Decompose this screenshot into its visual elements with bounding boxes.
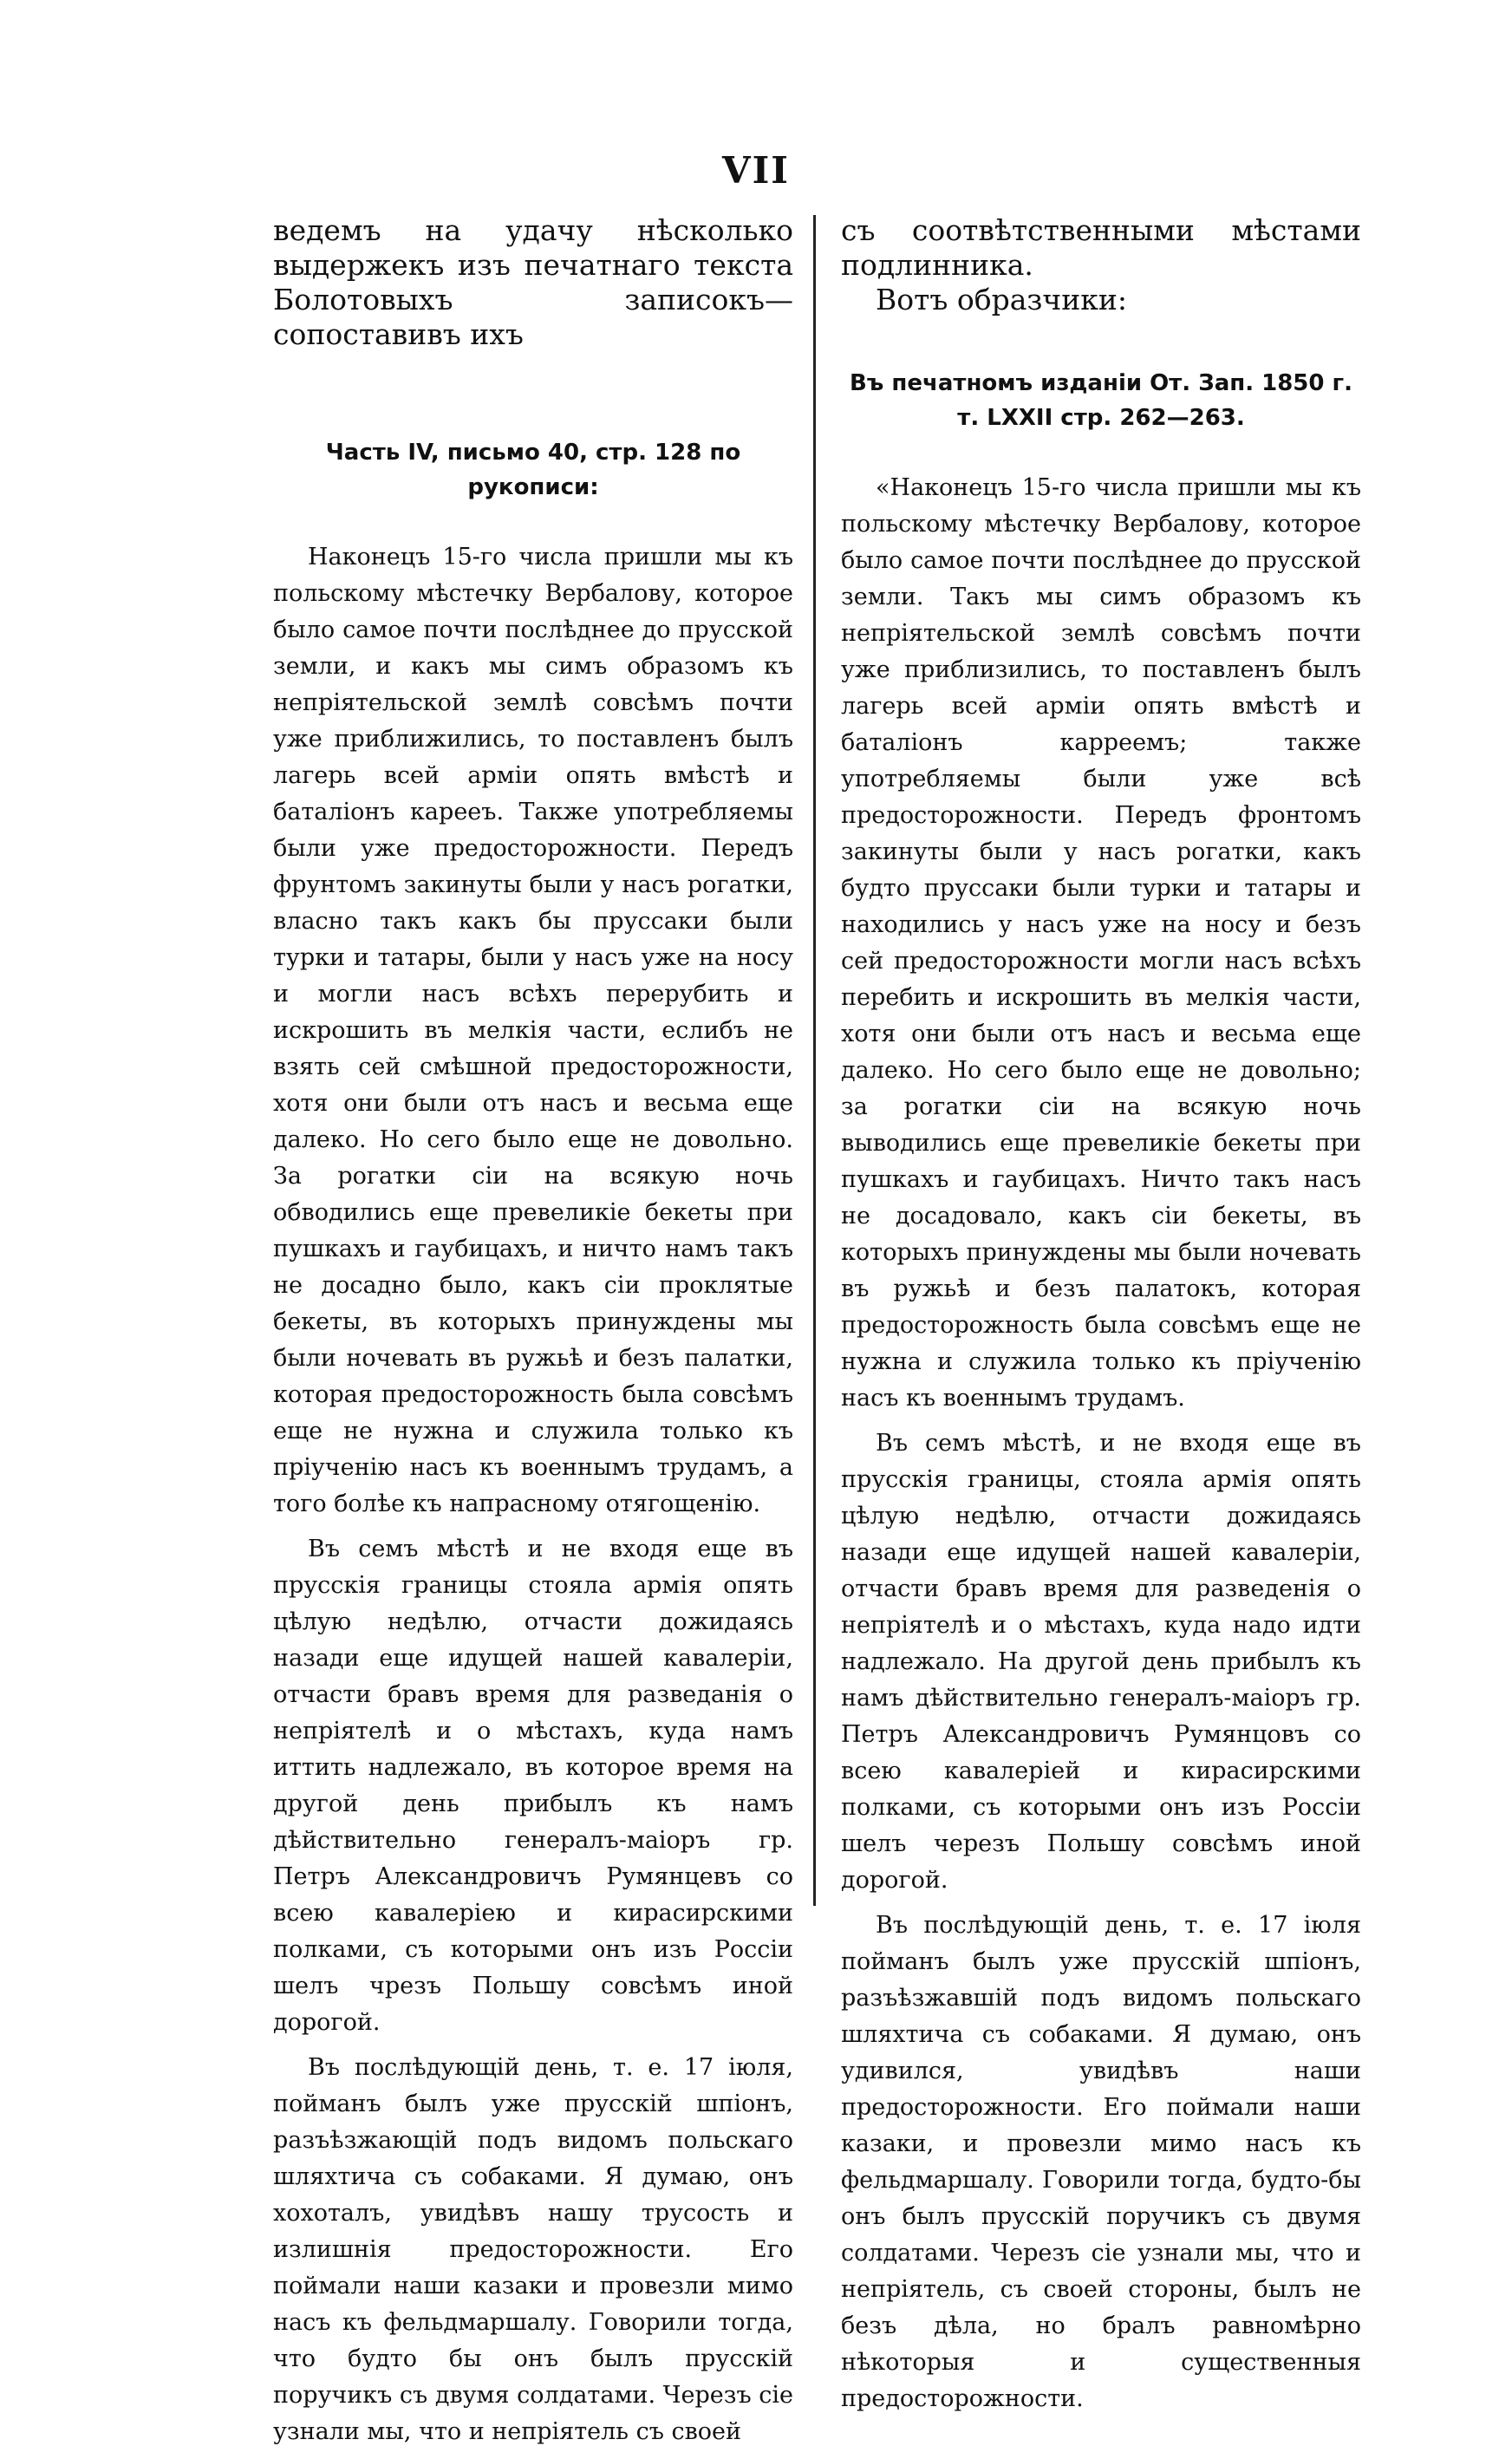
left-column <box>273 213 793 2459</box>
right-paragraph-1: «Наконецъ 15-го числа пришли мы къ польскому мѣстечку Вербалову, которое было самое почти послѣднее до прусской земли. Такъ мы симъ образомъ къ непріятельской землѣ совсѣмъ почти уже приблизились, то поставленъ былъ лагерь всей арміи опять вмѣстѣ и баталіонъ карреемъ; также употребляемы были уже всѣ предосторожности. Передъ фронтомъ закинуты были у насъ рогатки, какъ будто пруссаки были турки и татары и находились у насъ уже на носу и безъ сей предосторожности могли насъ всѣхъ перебить и искрошить въ мелкія части, хотя они были отъ насъ и весьма еще далеко. Но сего было еще не довольно; за рогатки сіи на всякую ночь выводились еще превеликіе бекеты при пушкахъ и гаубицахъ. Ничто такъ насъ не досадовало, какъ сіи бекеты, въ которыхъ принуждены мы были ночевать въ ружьѣ и безъ палатокъ, которая предосторожность была совсѣмъ еще не нужна и служила только къ пріученію насъ къ военнымъ трудамъ. <box>841 474 1361 1412</box>
page-number: VII <box>722 149 790 192</box>
right-paragraph-2: Въ семъ мѣстѣ, и не входя еще въ прусскія границы, стояла армія опять цѣлую недѣлю, отчасти дожидаясь назади еще идущей нашей кавалеріи, отчасти бравъ время для разведенія о непріятелѣ и о мѣстахъ, куда надо идти надлежало. На другой день прибылъ къ намъ дѣйствительно генералъ-маіоръ гр. Петръ Александровичъ Румянцовъ со всею кавалеріей и кирасирскими полками, съ которыми онъ изъ Россіи шелъ черезъ Польшу совсѣмъ иной дорогой. <box>841 1430 1361 1894</box>
left-heading: Часть IV, письмо 40, стр. 128 по рукописи: <box>325 440 741 500</box>
left-intro: ведемъ на удачу нѣсколько выдержекъ изъ печатнаго текста Болотовыхъ записокъ—сопоставивъ ихъ <box>273 213 793 351</box>
left-paragraph-1: Наконецъ 15-го числа пришли мы къ польскому мѣстечку Вербалову, которое было самое почти послѣднее до прусской земли, и какъ мы симъ образомъ къ непріятельской землѣ совсѣмъ почти уже приближились, то поставленъ былъ лагерь всей арміи опять вмѣстѣ и баталіонъ карееъ. Также употребляемы были уже предосторожности. Передъ фрунтомъ закинуты были у насъ рогатки, власно такъ какъ бы пруссаки были турки и татары, были у насъ уже на носу и могли насъ всѣхъ перерубить и искрошить въ мелкія части, еслибъ не взять сей смѣшной предосторожности, хотя они были отъ насъ и весьма еще далеко. Но сего было еще не довольно. За рогатки сіи на всякую ночь обводились еще превеликіе бекеты при пушкахъ и гаубицахъ, и ничто намъ такъ не досадно было, какъ сіи проклятые бекеты, въ которыхъ принуждены мы были ночевать въ ружьѣ и безъ палатки, которая предосторожность была совсѣмъ еще не нужна и служила только къ пріученію насъ къ военнымъ трудамъ, а того болѣе къ напрасному отягощенію. <box>273 544 793 1517</box>
right-intro: съ соотвѣтственными мѣстами подлинника. <box>841 213 1361 282</box>
right-paragraph-3: Въ послѣдующій день, т. е. 17 іюля пойманъ былъ уже прусскій шпіонъ, разъѣзжавшій подъ видомъ польскаго шляхтича съ собаками. Я думаю, онъ удивился, увидѣвъ наши предосторожности. Его поймали наши казаки, и провезли мимо насъ къ фельдмаршалу. Говорили тогда, будто-бы онъ былъ прусскій поручикъ съ двумя солдатами. Черезъ сіе узнали мы, что и непріятель, съ своей стороны, былъ не безъ дѣла, но бралъ равномѣрно нѣкоторыя и существенныя предосторожности. <box>841 1912 1361 2412</box>
left-paragraph-3: Въ послѣдующій день, т. е. 17 іюля, пойманъ былъ уже прусскій шпіонъ, разъѣзжающій подъ видомъ польскаго шляхтича съ собаками. Я думаю, онъ хохоталъ, увидѣвъ нашу трусость и излишнія предосторожности. Его поймали наши казаки и провезли мимо насъ къ фельдмаршалу. Говорили тогда, что будто бы онъ былъ прусскій поручикъ съ двумя солдатами. Черезъ сіе узнали мы, что и непріятель съ своей <box>273 2054 793 2445</box>
column-divider <box>813 215 816 1906</box>
right-column <box>841 213 1361 2426</box>
right-heading: Въ печатномъ изданіи От. Зап. 1850 г. т. LXXII стр. 262—263. <box>849 370 1353 431</box>
right-intro-2: Вотъ образчики: <box>876 283 1127 316</box>
left-paragraph-2: Въ семъ мѣстѣ и не входя еще въ прусскія границы стояла армія опять цѣлую недѣлю, отчасти дожидаясь назади еще идущей нашей кавалеріи, отчасти бравъ время для разведанія о непріятелѣ и о мѣстахъ, куда намъ иттить надлежало, въ которое время на другой день прибылъ къ намъ дѣйствительно генералъ-маіоръ гр. Петръ Александровичъ Румянцевъ со всею кавалеріею и кирасирскими полками, съ которыми онъ изъ Россіи шелъ чрезъ Польшу совсѣмъ иной дорогой. <box>273 1536 793 2036</box>
